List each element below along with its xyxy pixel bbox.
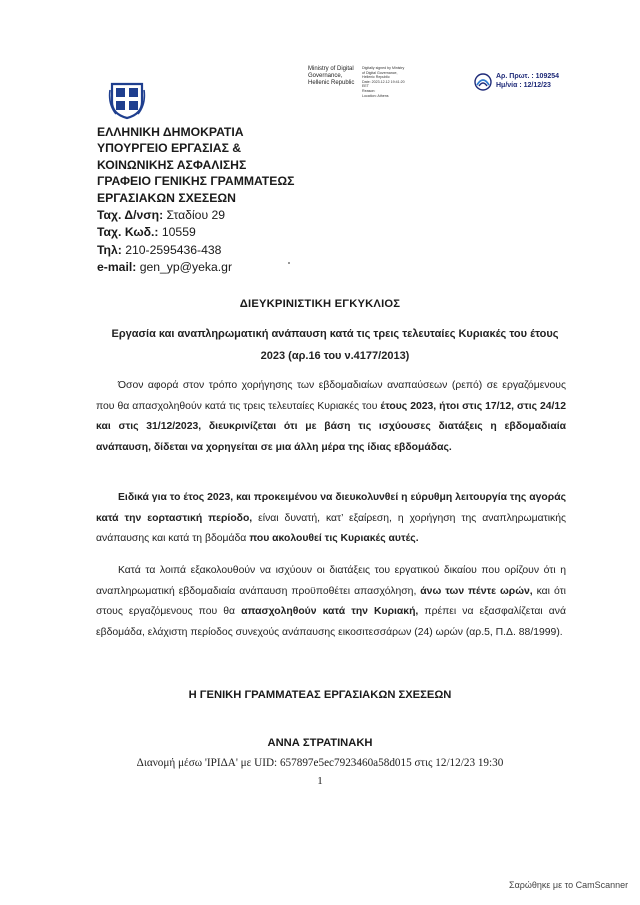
address-value: Σταδίου 29 xyxy=(166,208,226,223)
postal-label: Ταχ. Κωδ.: xyxy=(97,225,159,240)
body-paragraph-2 xyxy=(96,488,566,550)
signature-detail-line: Location: Athens xyxy=(362,93,389,98)
sender-line: ΓΡΑΦΕΙΟ ΓΕΝΙΚΗΣ ΓΡΑΜΜΑΤΕΩΣ xyxy=(97,174,295,189)
signer-line: Hellenic Republic xyxy=(308,80,355,86)
postal-value: 10559 xyxy=(161,225,196,240)
email-value: gen_yp@yeka.gr xyxy=(139,260,233,275)
paragraph-emphasis: έτους 2023, ήτοι στις 17/12, στις 24/12 και στις 31/12/2023, διευκρινίζεται ότι με βάση τις ισχύουσες διατάξεις η εβδομαδιαία ανάπαυση, δίδεται να χορηγείται σε μια άλλη μέρα της ίδιας εβδομάδας. xyxy=(96,400,566,453)
phone-row xyxy=(97,242,294,258)
sender-line: ΕΡΓΑΣΙΑΚΩΝ ΣΧΕΣΕΩΝ xyxy=(97,190,236,205)
protocol-stamp xyxy=(496,72,559,90)
paragraph-emphasis: Ειδικά για το έτος 2023, και προκειμένου να διευκολυνθεί η εύρυθμη λειτουργία της αγοράς κατά την εορταστική περίοδο, xyxy=(96,492,566,524)
digital-signature-signer xyxy=(308,66,360,87)
protocol-date: Ημ/νία : 12/12/23 xyxy=(496,82,551,89)
signature-detail-line: Date: 2023.12.12 19:41:20 xyxy=(362,79,405,84)
distribution-note: Διανομή μέσω 'ΙΡΙΔΑ' με UID: 657897e5ec7923460a58d015 στις 12/12/23 19:30 xyxy=(136,757,504,769)
email-row xyxy=(97,259,294,275)
signer-line: Governance, xyxy=(308,73,343,79)
signatory-name: ΑΝΝΑ ΣΤΡΑΤΙΝΑΚΗ xyxy=(267,737,373,749)
body-paragraph-3 xyxy=(96,561,566,643)
paragraph-emphasis: που ακολουθεί τις Κυριακές αυτές. xyxy=(249,533,419,544)
signer-line: Ministry of Digital xyxy=(308,66,354,72)
sender-header xyxy=(97,124,294,276)
signature-detail-line: EET xyxy=(362,84,369,89)
sender-line: ΥΠΟΥΡΓΕΙΟ ΕΡΓΑΣΙΑΣ & xyxy=(97,141,242,156)
postal-code-row xyxy=(97,224,294,240)
page-number: 1 xyxy=(317,775,323,787)
signature-detail-line: of Digital Governance, xyxy=(362,70,398,75)
address-label: Ταχ. Δ/νση: xyxy=(97,208,164,223)
digital-signature-details xyxy=(362,66,426,98)
paragraph-emphasis: άνω των πέντε ωρών, xyxy=(420,585,533,597)
paragraph-emphasis: απασχοληθούν κατά την Κυριακή, xyxy=(241,606,419,617)
address-row xyxy=(97,207,294,223)
phone-value: 210-2595436-438 xyxy=(125,242,222,257)
subject-line: 2023 (αρ.16 του ν.4177/2013) xyxy=(260,350,410,362)
paragraph-text: Όσον αφορά στον τρόπο χορήγησης των εβδομαδιαίων αναπαύσεων (ρεπό) σε εργαζόμενους που θα απασχοληθούν κατά τις τρεις τελευταίες Κυριακές του xyxy=(96,380,566,412)
document-subject xyxy=(95,323,575,367)
phone-label: Τηλ: xyxy=(97,242,122,257)
sender-line: ΚΟΙΝΩΝΙΚΗΣ ΑΣΦΑΛΙΣΗΣ xyxy=(97,157,247,172)
subject-line: Εργασία και αναπληρωματική ανάπαυση κατά τις τρεις τελευταίες Κυριακές του έτους xyxy=(111,328,559,340)
body-paragraph-1 xyxy=(96,376,566,458)
paragraph-text: και ότι στους εργαζόμενους που θα xyxy=(96,585,566,617)
signature-detail-line: Digitally signed by Ministry xyxy=(362,66,405,70)
paragraph-text: είναι δυνατή, κατ’ εξαίρεση, η χορήγηση της αναπληρωματικής ανάπαυσης και κατά τη βδομάδα xyxy=(96,512,566,544)
camscanner-watermark: Σαρώθηκε με το CamScanner xyxy=(509,880,629,890)
sender-line: ΕΛΛΗΝΙΚΗ ΔΗΜΟΚΡΑΤΙΑ xyxy=(97,125,244,139)
iris-protocol-icon xyxy=(474,73,492,91)
signature-detail-line: Hellenic Republic xyxy=(362,75,390,80)
paragraph-text: πρέπει να εξασφαλίζεται ανά εβδομάδα, ελάχιστη περίοδος συνεχούς ανάπαυσης εικοσιτεσσάρων (24) ωρών (αρ.5, Π.Δ. 88/1999). xyxy=(96,606,566,638)
document-title: ΔΙΕΥΚΡΙΝΙΣΤΙΚΗ ΕΓΚΥΚΛΙΟΣ xyxy=(239,298,401,310)
scan-speck xyxy=(288,262,290,264)
email-label: e-mail: xyxy=(97,260,137,275)
signature-detail-line: Reason: xyxy=(362,88,376,93)
signatory-title: Η ΓΕΝΙΚΗ ΓΡΑΜΜΑΤΕΑΣ ΕΡΓΑΣΙΑΚΩΝ ΣΧΕΣΕΩΝ xyxy=(188,689,452,701)
paragraph-text: Κατά τα λοιπά εξακολουθούν να ισχύουν οι διατάξεις του εργατικού δικαίου που ορίζουν ότι η αναπληρωματική εβδομαδιαία ανάπαυση προϋποθέτει απασχόληση, xyxy=(96,565,566,597)
protocol-number: Αρ. Πρωτ. : 109254 xyxy=(496,73,560,80)
hellenic-republic-emblem xyxy=(108,80,146,120)
